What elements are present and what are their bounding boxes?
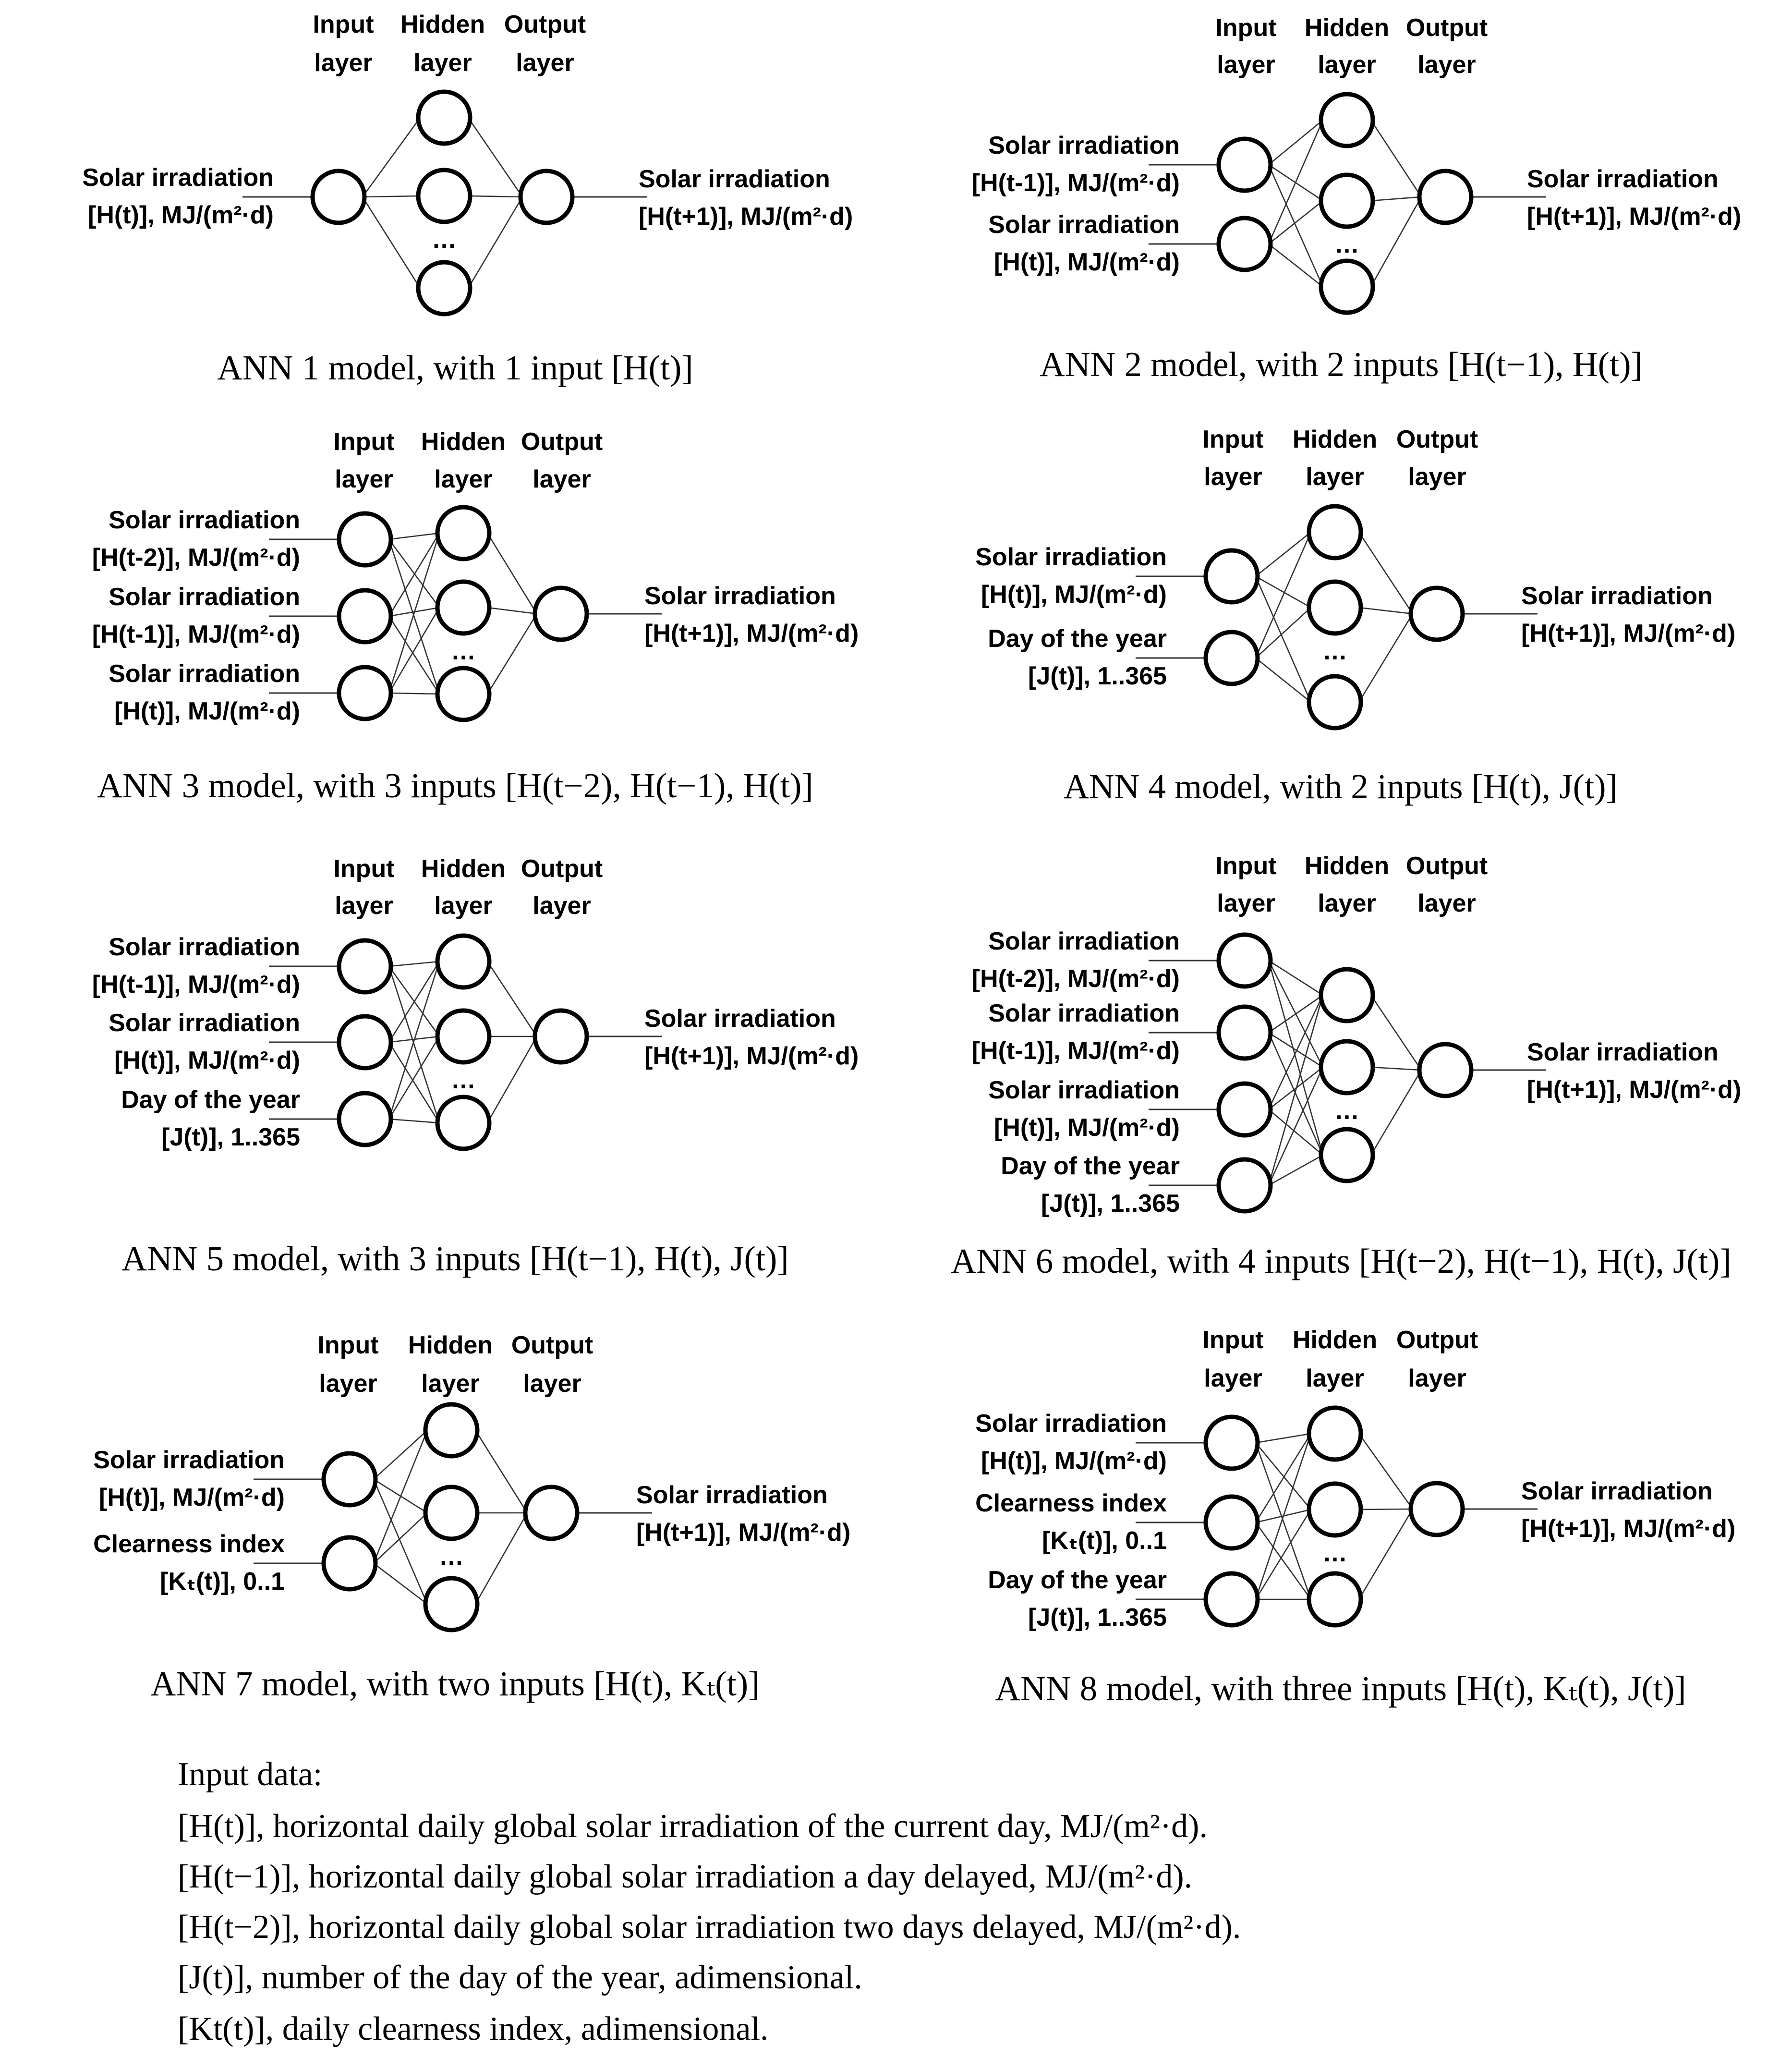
input-layer-label: layer [319, 1370, 377, 1398]
output-label-unit: [H(t+1)], MJ/(m²·d) [644, 1042, 859, 1070]
legend-entry: [H(t)], horizontal daily global solar irradiation of the current day, MJ/(m²·d). [178, 1808, 1208, 1845]
connection-edge [487, 608, 537, 614]
hidden-layer-label: Hidden [400, 11, 485, 38]
connection-edge [1371, 120, 1421, 197]
input-label-name: Solar irradiation [93, 1446, 285, 1474]
output-layer-label: layer [533, 465, 591, 493]
output-layer-label: layer [1417, 51, 1476, 79]
hidden-node [437, 936, 489, 987]
input-label-name: Solar irradiation [109, 933, 300, 961]
input-node [339, 590, 391, 642]
output-node [525, 1487, 577, 1539]
hidden-layer-label: layer [413, 49, 472, 77]
input-node [1206, 632, 1258, 684]
hidden-node [437, 1011, 489, 1062]
output-layer-label: layer [523, 1370, 581, 1398]
connection-edge [1269, 244, 1323, 287]
input-node [1219, 1007, 1271, 1059]
output-label-name: Solar irradiation [644, 582, 836, 610]
connection-edge [1269, 1109, 1323, 1155]
input-label-unit: [H(t-1)], MJ/(m²·d) [92, 621, 300, 648]
hidden-layer-label: layer [1318, 51, 1376, 79]
input-label-unit: [J(t)], 1..365 [1041, 1190, 1180, 1218]
input-node [1206, 550, 1258, 602]
connection-edge [389, 616, 439, 694]
ann1-diagram [82, 11, 853, 387]
connection-edge [1269, 1155, 1323, 1185]
connection-edge [1269, 120, 1323, 165]
hidden-node [437, 1097, 489, 1149]
output-label-unit: [H(t+1)], MJ/(m²·d) [639, 203, 853, 231]
output-layer-label: layer [516, 49, 574, 77]
output-layer-label: layer [1417, 889, 1476, 917]
connection-edge [1371, 1067, 1421, 1070]
connection-edge [389, 962, 439, 1042]
output-label-unit: [H(t+1)], MJ/(m²·d) [1527, 203, 1742, 231]
input-label-unit: [Kₜ(t)], 0..1 [160, 1568, 285, 1595]
input-label-name: Solar irradiation [988, 999, 1180, 1027]
hidden-node [1321, 175, 1373, 227]
hidden-node [1321, 1041, 1373, 1093]
input-label-name: Solar irradiation [988, 927, 1180, 955]
ann1-caption: ANN 1 model, with 1 input [H(t)] [217, 348, 693, 387]
output-label-name: Solar irradiation [1527, 1038, 1719, 1066]
ann3-diagram [92, 428, 859, 805]
hidden-node [1321, 261, 1373, 313]
connection-edge [1256, 1434, 1311, 1522]
output-layer-label: Output [1405, 14, 1488, 42]
output-node [1419, 171, 1471, 223]
input-label-name: Solar irradiation [109, 660, 300, 688]
input-node [339, 513, 391, 565]
output-node [535, 588, 587, 640]
input-layer-label: layer [335, 892, 393, 920]
connection-edge [1256, 658, 1311, 702]
connection-edge [1359, 1509, 1413, 1510]
legend-title: Input data: [178, 1756, 323, 1793]
input-node [339, 1093, 391, 1145]
hidden-layer-label: Hidden [1304, 852, 1390, 880]
output-node [535, 1011, 587, 1062]
hidden-ellipsis: … [1322, 1539, 1347, 1567]
connection-edge [1256, 1522, 1311, 1599]
connection-edge [1269, 995, 1323, 1185]
input-label-name: Solar irradiation [988, 132, 1180, 159]
output-label-unit: [H(t+1)], MJ/(m²·d) [636, 1519, 851, 1546]
hidden-node [418, 92, 470, 144]
input-layer-label: Input [1215, 852, 1277, 880]
hidden-node [425, 1578, 477, 1630]
hidden-layer-label: Hidden [1304, 14, 1390, 42]
ann4-diagram [975, 426, 1735, 806]
input-label-name: Day of the year [988, 625, 1167, 653]
hidden-node [1309, 582, 1361, 633]
input-label-unit: [H(t)], MJ/(m²·d) [994, 248, 1180, 276]
hidden-node [1321, 94, 1373, 146]
connection-edge [389, 608, 439, 693]
input-layer-label: layer [1217, 51, 1275, 79]
hidden-node [1309, 1484, 1361, 1535]
connection-edge [487, 1036, 537, 1123]
output-node [1411, 588, 1463, 640]
connection-edge [487, 614, 537, 694]
ann6-caption: ANN 6 model, with 4 inputs [H(t−2), H(t−1), H(t), J(t)] [951, 1242, 1731, 1280]
connection-edge [468, 197, 522, 288]
hidden-layer-label: layer [434, 892, 493, 920]
input-label-name: Solar irradiation [988, 211, 1180, 239]
connection-edge [374, 1430, 427, 1479]
ann2-caption: ANN 2 model, with 2 inputs [H(t−1), H(t)] [1040, 345, 1643, 384]
input-label-unit: [J(t)], 1..365 [1028, 1604, 1167, 1632]
output-label-name: Solar irradiation [1521, 1477, 1713, 1505]
output-layer-label: Output [1396, 1326, 1478, 1354]
output-label-unit: [H(t+1)], MJ/(m²·d) [1521, 620, 1736, 647]
connection-edge [1359, 1509, 1413, 1599]
connection-edge [389, 533, 439, 539]
input-label-unit: [H(t)], MJ/(m²·d) [114, 1047, 300, 1074]
input-node [324, 1537, 375, 1589]
connection-edge [468, 118, 522, 197]
input-layer-label: Input [1202, 1326, 1264, 1354]
input-label-unit: [Kₜ(t)], 0..1 [1042, 1527, 1167, 1555]
hidden-ellipsis: … [439, 1543, 464, 1571]
connection-edge [1371, 995, 1421, 1070]
hidden-layer-label: layer [434, 465, 493, 493]
hidden-node [425, 1404, 477, 1456]
input-node [1219, 139, 1271, 191]
input-label-name: Solar irradiation [109, 506, 300, 534]
connection-edge [1256, 1510, 1311, 1599]
input-node [313, 171, 364, 223]
input-node [1219, 218, 1271, 270]
hidden-node [425, 1487, 477, 1539]
output-label-unit: [H(t+1)], MJ/(m²·d) [1527, 1076, 1742, 1104]
input-label-name: Solar irradiation [109, 1009, 300, 1037]
input-layer-label: layer [1204, 463, 1262, 491]
input-layer-label: layer [335, 465, 393, 493]
input-layer-label: layer [1204, 1364, 1262, 1392]
output-label-name: Solar irradiation [639, 165, 830, 193]
input-node [339, 1016, 391, 1068]
input-layer-label: layer [1217, 889, 1275, 917]
hidden-ellipsis: … [1334, 231, 1359, 258]
ann5-caption: ANN 5 model, with 3 inputs [H(t−1), H(t), J(t)] [121, 1239, 789, 1278]
input-node [1219, 935, 1271, 986]
hidden-ellipsis: … [451, 637, 476, 665]
output-layer-label: Output [1405, 852, 1488, 880]
input-label-unit: [H(t)], MJ/(m²·d) [114, 697, 300, 725]
legend-entry: [H(t−1)], horizontal daily global solar irradiation a day delayed, MJ/(m²·d). [178, 1858, 1193, 1895]
hidden-node [437, 582, 489, 633]
output-label-name: Solar irradiation [1521, 582, 1713, 610]
hidden-layer-label: Hidden [421, 855, 506, 883]
input-label-name: Day of the year [121, 1086, 300, 1114]
input-label-name: Day of the year [988, 1566, 1167, 1594]
output-layer-label: layer [1408, 463, 1466, 491]
input-node [339, 940, 391, 992]
input-label-unit: [J(t)], 1..365 [1028, 662, 1167, 690]
hidden-node [1321, 1129, 1373, 1181]
connection-edge [468, 196, 522, 197]
output-label-unit: [H(t+1)], MJ/(m²·d) [1521, 1515, 1736, 1543]
input-node [1206, 1497, 1258, 1548]
input-node [1219, 1159, 1271, 1211]
output-label-unit: [H(t+1)], MJ/(m²·d) [644, 620, 859, 647]
connection-edge [389, 962, 439, 1119]
input-label-name: Solar irradiation [988, 1076, 1180, 1104]
hidden-ellipsis: … [1334, 1097, 1359, 1125]
hidden-ellipsis: … [1322, 637, 1347, 665]
connection-edge [1256, 532, 1311, 576]
input-layer-label: Input [313, 11, 374, 38]
input-label-name: Solar irradiation [109, 583, 300, 611]
ann7-caption: ANN 7 model, with two inputs [H(t), Kₜ(t)] [150, 1664, 760, 1703]
connection-edge [1256, 608, 1311, 658]
connection-edge [374, 1513, 427, 1563]
hidden-layer-label: layer [1318, 889, 1376, 917]
input-layer-label: Input [317, 1331, 379, 1359]
hidden-node [1309, 1408, 1361, 1460]
output-layer-label: Output [511, 1331, 593, 1359]
connection-edge [1256, 1434, 1311, 1443]
input-label-name: Solar irradiation [82, 164, 274, 192]
ann8-diagram [975, 1326, 1735, 1708]
connection-edge [389, 693, 439, 694]
input-node [339, 667, 391, 719]
output-node [1419, 1044, 1471, 1096]
output-node [521, 171, 572, 223]
ann3-caption: ANN 3 model, with 3 inputs [H(t−2), H(t−1), H(t)] [97, 766, 813, 805]
output-node [1411, 1483, 1463, 1535]
input-label-name: Solar irradiation [975, 1410, 1167, 1437]
output-layer-label: Output [521, 428, 603, 456]
input-label-unit: [H(t-1)], MJ/(m²·d) [92, 971, 300, 998]
hidden-node [1309, 676, 1361, 728]
hidden-node [1309, 1573, 1361, 1625]
hidden-layer-label: Hidden [408, 1331, 493, 1359]
connection-edge [1359, 614, 1413, 702]
legend-entry: [Kt(t)], daily clearness index, adimensional. [178, 2010, 769, 2047]
connection-edge [374, 1563, 427, 1604]
input-label-name: Day of the year [1001, 1152, 1180, 1180]
ann7-diagram [93, 1331, 850, 1703]
input-label-unit: [H(t-1)], MJ/(m²·d) [971, 1037, 1180, 1065]
input-label-name: Clearness index [93, 1530, 285, 1558]
ann5-diagram [92, 855, 859, 1278]
output-layer-label: Output [521, 855, 603, 883]
input-label-unit: [H(t)], MJ/(m²·d) [994, 1114, 1180, 1142]
hidden-ellipsis: … [432, 226, 457, 254]
hidden-layer-label: layer [1306, 1364, 1364, 1392]
connection-edge [363, 196, 420, 197]
ann6-diagram [951, 852, 1741, 1280]
input-layer-label: Input [333, 855, 395, 883]
connection-edge [487, 533, 537, 614]
connection-edge [475, 1513, 527, 1604]
ann2-diagram [972, 14, 1741, 384]
connection-edge [389, 962, 439, 966]
legend-entry: [H(t−2)], horizontal daily global solar irradiation two days delayed, MJ/(m²·d). [178, 1909, 1241, 1946]
connection-edge [389, 1036, 439, 1119]
input-label-name: Clearness index [975, 1489, 1167, 1517]
connection-edge [1371, 197, 1421, 287]
input-label-unit: [H(t)], MJ/(m²·d) [88, 201, 274, 229]
connection-edge [1359, 1434, 1413, 1509]
connection-edge [389, 533, 439, 616]
connection-edge [363, 197, 420, 288]
hidden-node [418, 170, 470, 222]
input-layer-label: Input [1202, 426, 1264, 453]
input-node [1206, 1573, 1258, 1625]
input-label-unit: [J(t)], 1..365 [161, 1123, 300, 1151]
output-layer-label: Output [504, 11, 586, 38]
hidden-node [437, 668, 489, 720]
input-layer-label: layer [314, 49, 373, 77]
hidden-layer-label: Hidden [421, 428, 506, 456]
connection-edge [389, 966, 439, 1123]
connection-edge [363, 118, 420, 197]
connection-edge [1269, 995, 1323, 1033]
input-node [1219, 1084, 1271, 1135]
legend-entry: [J(t)], number of the day of the year, adimensional. [178, 1959, 862, 1996]
connection-edge [389, 1119, 439, 1123]
ann8-caption: ANN 8 model, with three inputs [H(t), Kₜ(t), J(t)] [995, 1669, 1686, 1708]
hidden-layer-label: layer [421, 1370, 480, 1398]
connection-edge [487, 962, 537, 1036]
hidden-layer-label: layer [1306, 463, 1364, 491]
connection-edge [389, 1042, 439, 1123]
connection-edge [1269, 201, 1323, 244]
input-data-legend [178, 1756, 1241, 2047]
output-layer-label: layer [1408, 1364, 1466, 1392]
input-layer-label: Input [333, 428, 395, 456]
output-label-name: Solar irradiation [644, 1005, 836, 1033]
connection-edge [1256, 1443, 1311, 1510]
hidden-ellipsis: … [451, 1066, 476, 1094]
input-node [1206, 1417, 1258, 1469]
connection-edge [1256, 576, 1311, 608]
hidden-node [1309, 506, 1361, 558]
hidden-layer-label: Hidden [1292, 426, 1378, 453]
input-label-unit: [H(t)], MJ/(m²·d) [981, 1447, 1167, 1475]
output-label-name: Solar irradiation [636, 1481, 828, 1509]
input-label-name: Solar irradiation [975, 543, 1167, 571]
input-label-unit: [H(t)], MJ/(m²·d) [99, 1484, 285, 1511]
output-label-name: Solar irradiation [1527, 165, 1719, 193]
connection-edge [1359, 532, 1413, 614]
input-label-unit: [H(t-2)], MJ/(m²·d) [971, 965, 1180, 993]
output-layer-label: Output [1396, 426, 1478, 453]
input-node [324, 1453, 375, 1505]
input-label-unit: [H(t)], MJ/(m²·d) [981, 581, 1167, 609]
output-layer-label: layer [533, 892, 591, 920]
connection-edge [1359, 608, 1413, 614]
connection-edge [1371, 197, 1421, 201]
hidden-node [437, 507, 489, 559]
hidden-node [1321, 969, 1373, 1021]
connection-edge [475, 1430, 527, 1513]
input-layer-label: Input [1215, 14, 1277, 42]
hidden-node [418, 262, 470, 314]
connection-edge [1371, 1070, 1421, 1155]
input-label-unit: [H(t-1)], MJ/(m²·d) [971, 169, 1180, 197]
ann4-caption: ANN 4 model, with 2 inputs [H(t), J(t)] [1064, 767, 1618, 806]
hidden-layer-label: Hidden [1292, 1326, 1378, 1354]
input-label-unit: [H(t-2)], MJ/(m²·d) [92, 544, 300, 572]
